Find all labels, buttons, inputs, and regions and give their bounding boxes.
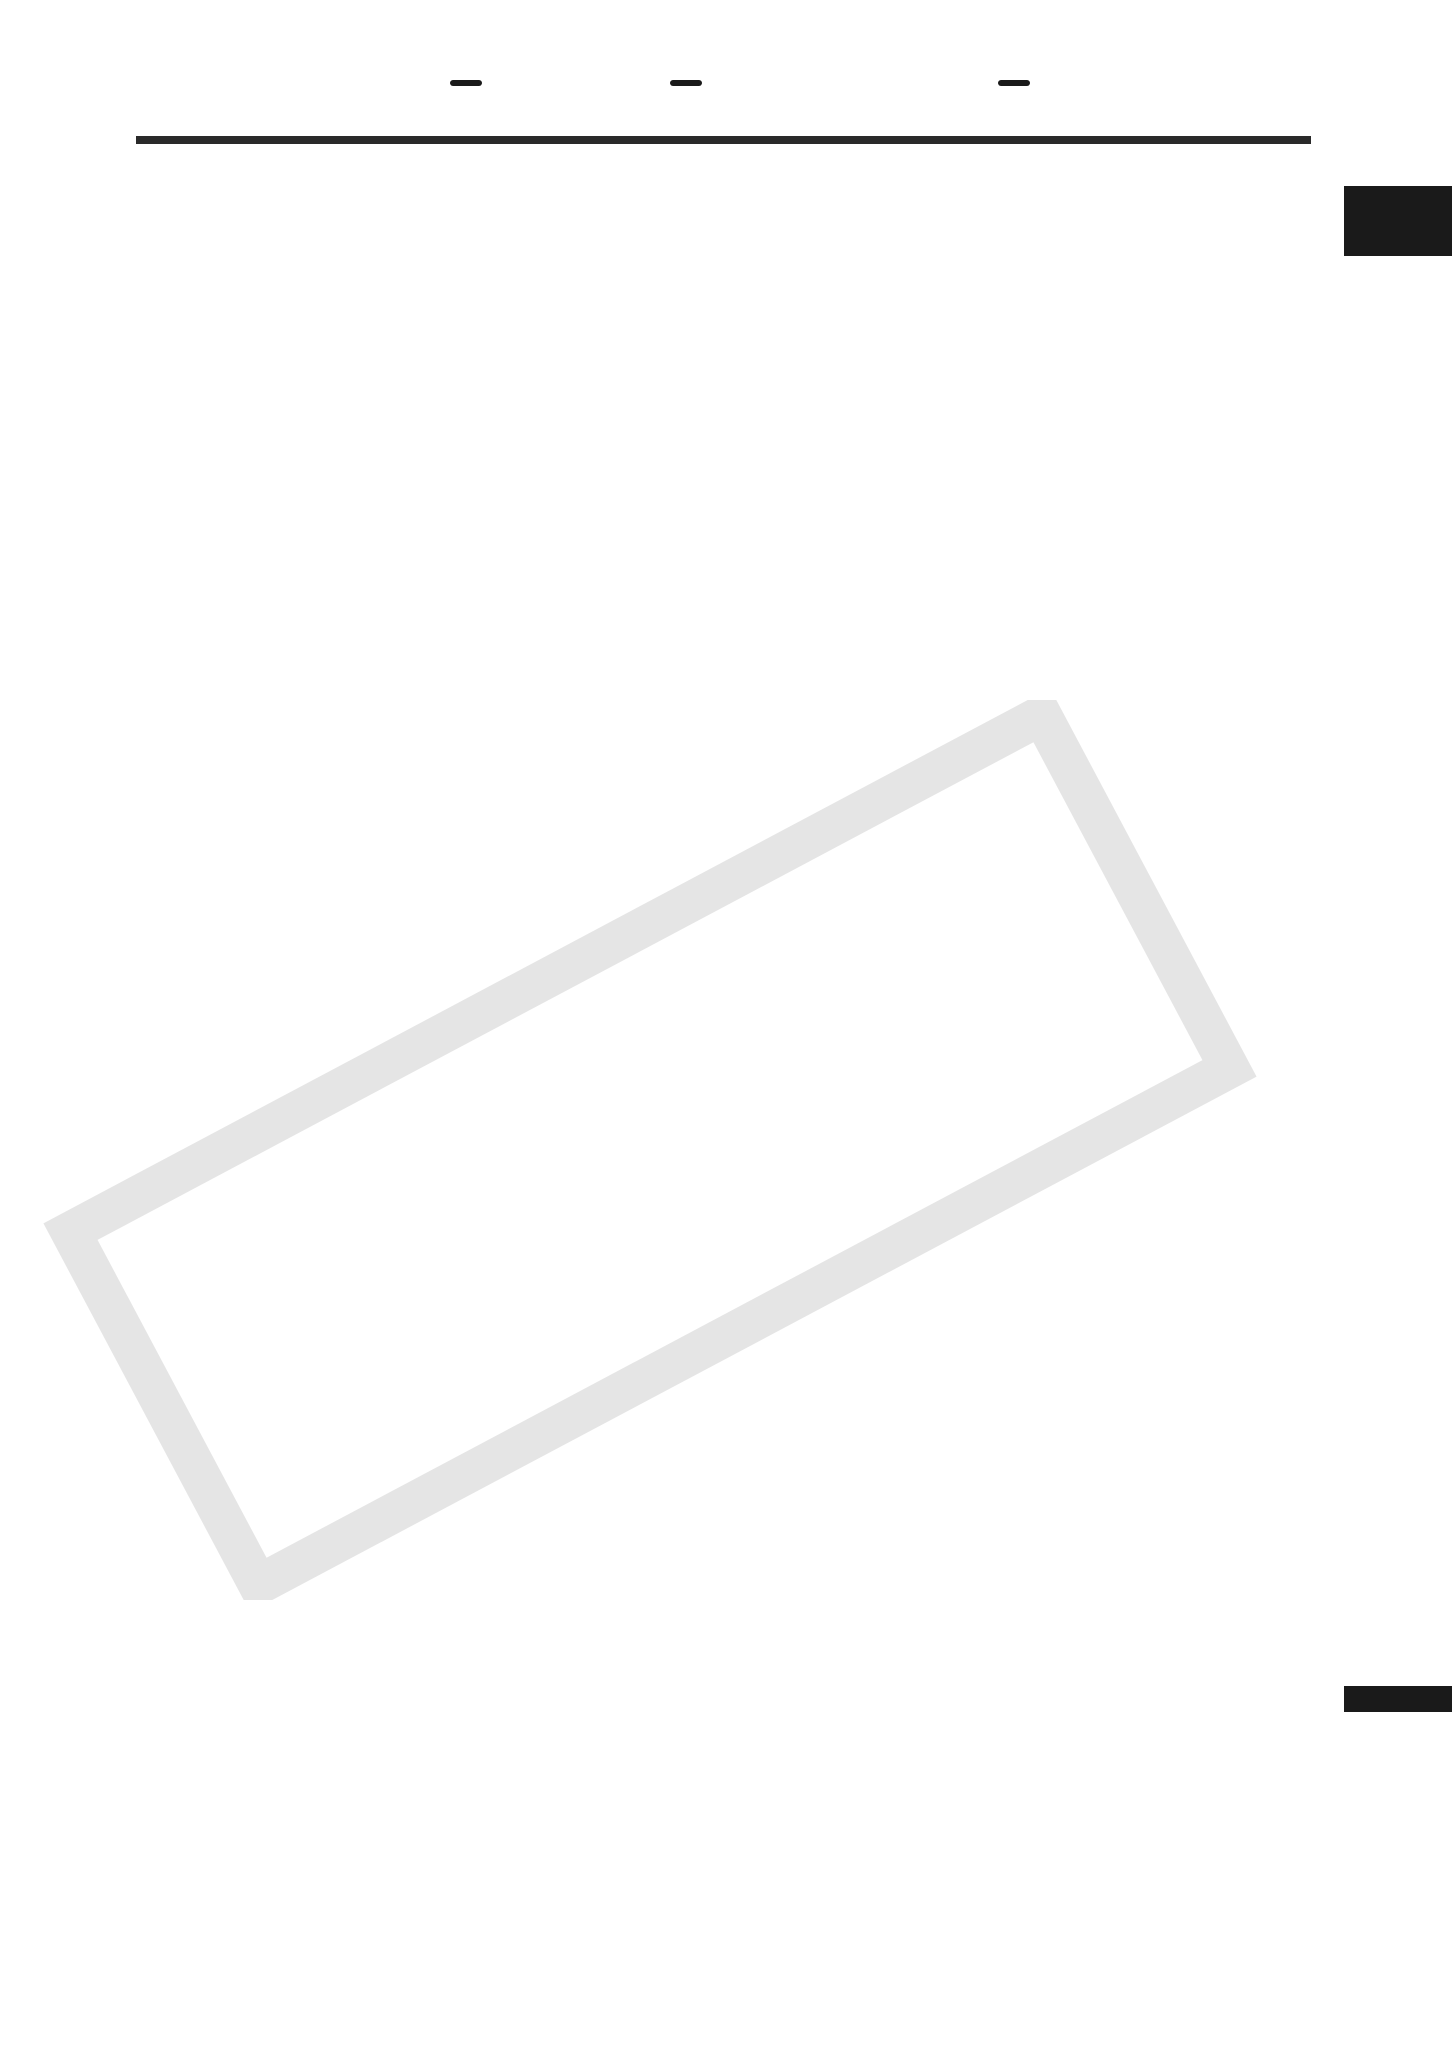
watermark-frame	[70, 715, 1229, 1585]
header-rule	[136, 136, 1311, 144]
model-badge	[670, 80, 702, 86]
model-legend-3	[988, 80, 1030, 86]
model-legend-1	[440, 80, 482, 86]
model-badge	[998, 80, 1030, 86]
model-legend-2	[660, 80, 702, 86]
chapter-tab-bar	[1344, 1686, 1452, 1712]
copy-watermark	[20, 700, 1280, 1600]
chapter-tab	[1344, 186, 1452, 256]
model-badge	[450, 80, 482, 86]
